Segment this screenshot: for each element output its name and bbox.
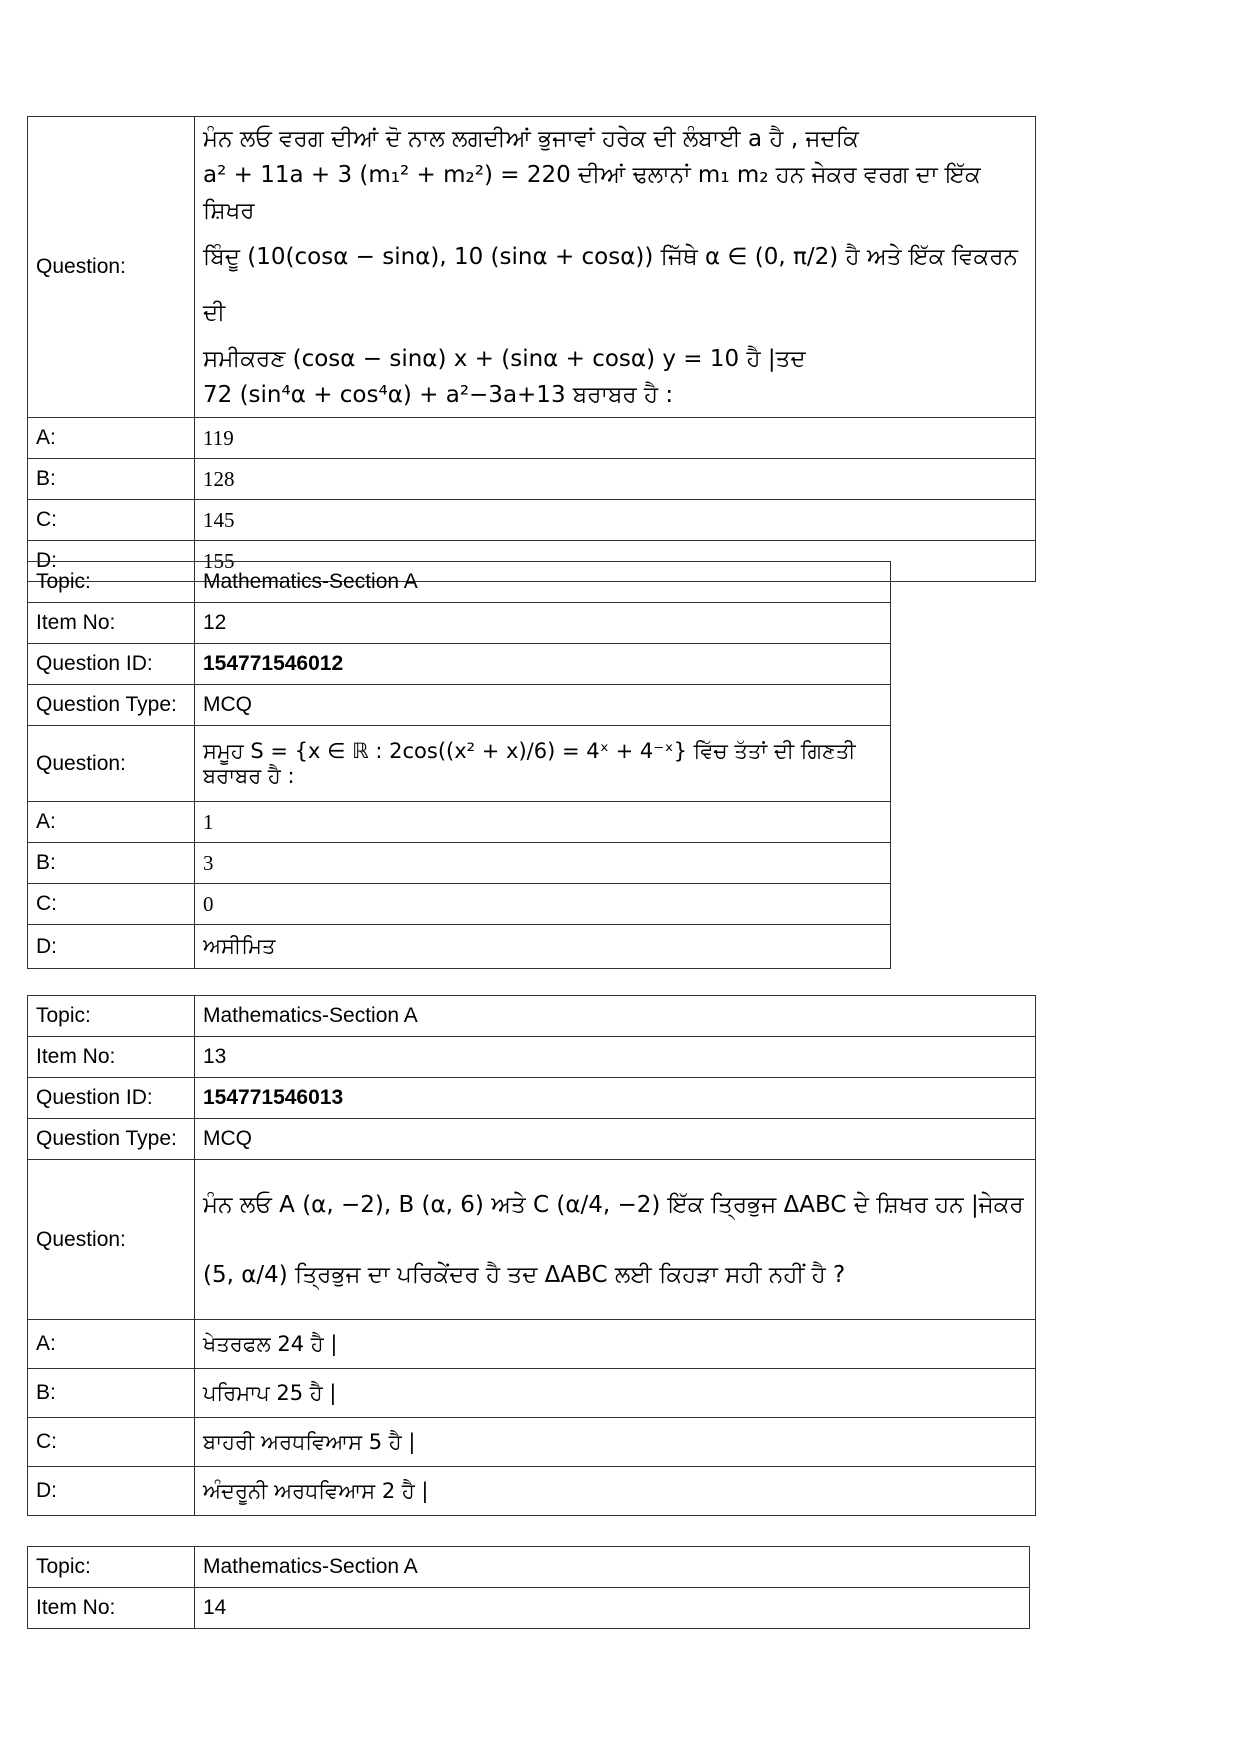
option-value-c: 145: [195, 500, 1036, 541]
option-value-d: ਅੰਦਰੂਨੀ ਅਰਧਵਿਆਸ 2 ਹੈ |: [195, 1467, 1036, 1516]
question-line: ਬਿੰਦੂ (10(cosα − sinα), 10 (sinα + cosα)) ਜਿੱਥੇ α ∈ (0, π/2) ਹੈ ਅਤੇ ਇੱਕ ਵਿਕਰਨ ਦੀ: [203, 244, 1018, 326]
option-row-d: [28, 925, 891, 969]
question-line: (5, α/4) ਤ੍ਰਿਭੁਜ ਦਾ ਪਰਿਕੇਂਦਰ ਹੈ ਤਦ ΔABC ਲਈ ਕਿਹੜਾ ਸਹੀ ਨਹੀਂ ਹੈ ?: [203, 1261, 846, 1288]
option-value-a: ਖੇਤਰਫਲ 24 ਹੈ |: [195, 1320, 1036, 1369]
question-line: ਮੰਨ ਲਓ ਵਰਗ ਦੀਆਂ ਦੋ ਨਾਲ ਲਗਦੀਆਂ ਭੁਜਾਵਾਂ ਹਰੇਕ ਦੀ ਲੰਬਾਈ a ਹੈ , ਜਦਕਿ: [203, 126, 859, 152]
option-label-b: B:: [28, 1369, 195, 1418]
topic-row: [28, 1547, 1030, 1588]
question-row: [28, 1160, 1036, 1320]
item-no-row: [28, 603, 891, 644]
option-value-a: 1: [195, 802, 891, 843]
option-value-d: ਅਸੀਮਿਤ: [195, 925, 891, 969]
option-label-d: D:: [28, 1467, 195, 1516]
topic-row: [28, 996, 1036, 1037]
question-id-row: [28, 1078, 1036, 1119]
question-table-12: [27, 561, 891, 969]
option-row-b: [28, 1369, 1036, 1418]
question-label: Question:: [28, 117, 195, 418]
question-text: [195, 117, 1036, 418]
topic-label: Topic:: [28, 996, 195, 1037]
item-no-label: Item No:: [28, 603, 195, 644]
option-label-d: D:: [28, 541, 195, 582]
option-label-b: B:: [28, 843, 195, 884]
topic-row: [28, 562, 891, 603]
question-line: 72 (sin⁴α + cos⁴α) + a²−3a+13 ਬਰਾਬਰ ਹੈ :: [203, 382, 674, 408]
question-label: Question:: [28, 1160, 195, 1320]
topic-value: Mathematics-Section A: [195, 1547, 1030, 1588]
option-value-a: 119: [195, 418, 1036, 459]
item-no-label: Item No:: [28, 1037, 195, 1078]
item-no-row: [28, 1588, 1030, 1629]
option-label-d: D:: [28, 925, 195, 969]
question-type-label: Question Type:: [28, 685, 195, 726]
option-label-a: A:: [28, 1320, 195, 1369]
item-no-value: 13: [195, 1037, 1036, 1078]
option-value-d: 155: [195, 541, 1036, 582]
topic-value: Mathematics-Section A: [195, 996, 1036, 1037]
option-value-b: 3: [195, 843, 891, 884]
question-row: [28, 726, 891, 802]
topic-value: Mathematics-Section A: [195, 562, 891, 603]
question-text: [195, 1160, 1036, 1320]
question-table-13: [27, 995, 1036, 1516]
topic-label: Topic:: [28, 1547, 195, 1588]
question-table-14: [27, 1546, 1030, 1629]
option-row-a: [28, 802, 891, 843]
option-value-b: 128: [195, 459, 1036, 500]
question-text: ਸਮੂਹ S = {x ∈ ℝ : 2cos((x² + x)/6) = 4ˣ + 4⁻ˣ} ਵਿੱਚ ਤੱਤਾਂ ਦੀ ਗਿਣਤੀ ਬਰਾਬਰ ਹੈ :: [195, 726, 891, 802]
question-id-label: Question ID:: [28, 1078, 195, 1119]
question-id-value: 154771546012: [195, 644, 891, 685]
topic-label: Topic:: [28, 562, 195, 603]
option-label-c: C:: [28, 500, 195, 541]
option-value-c: ਬਾਹਰੀ ਅਰਧਵਿਆਸ 5 ਹੈ |: [195, 1418, 1036, 1467]
option-row-c: [28, 884, 891, 925]
option-row-d: [28, 1467, 1036, 1516]
item-no-value: 14: [195, 1588, 1030, 1629]
question-line: ਮੰਨ ਲਓ A (α, −2), B (α, 6) ਅਤੇ C (α/4, −2) ਇੱਕ ਤ੍ਰਿਭੁਜ ΔABC ਦੇ ਸ਼ਿਖਰ ਹਨ |ਜੇਕਰ: [203, 1191, 1024, 1218]
option-row-c: [28, 1418, 1036, 1467]
option-row-b: [28, 843, 891, 884]
question-table-11: [27, 116, 1036, 582]
question-type-row: [28, 1119, 1036, 1160]
option-row-c: [28, 500, 1036, 541]
option-label-a: A:: [28, 802, 195, 843]
option-value-b: ਪਰਿਮਾਪ 25 ਹੈ |: [195, 1369, 1036, 1418]
item-no-row: [28, 1037, 1036, 1078]
item-no-value: 12: [195, 603, 891, 644]
question-type-value: MCQ: [195, 685, 891, 726]
question-line: a² + 11a + 3 (m₁² + m₂²) = 220 ਦੀਆਂ ਢਲਾਨਾਂ m₁ m₂ ਹਨ ਜੇਕਰ ਵਰਗ ਦਾ ਇੱਕ ਸ਼ਿਖਰ: [203, 162, 981, 224]
question-id-value: 154771546013: [195, 1078, 1036, 1119]
option-row-a: [28, 1320, 1036, 1369]
question-label: Question:: [28, 726, 195, 802]
option-label-c: C:: [28, 884, 195, 925]
option-value-c: 0: [195, 884, 891, 925]
question-type-label: Question Type:: [28, 1119, 195, 1160]
question-id-label: Question ID:: [28, 644, 195, 685]
question-type-row: [28, 685, 891, 726]
option-label-b: B:: [28, 459, 195, 500]
question-line: ਸਮੀਕਰਣ (cosα − sinα) x + (sinα + cosα) y = 10 ਹੈ |ਤਦ: [203, 346, 806, 372]
option-row-b: [28, 459, 1036, 500]
item-no-label: Item No:: [28, 1588, 195, 1629]
question-row: [28, 117, 1036, 418]
option-label-c: C:: [28, 1418, 195, 1467]
option-label-a: A:: [28, 418, 195, 459]
question-id-row: [28, 644, 891, 685]
question-type-value: MCQ: [195, 1119, 1036, 1160]
option-row-a: [28, 418, 1036, 459]
